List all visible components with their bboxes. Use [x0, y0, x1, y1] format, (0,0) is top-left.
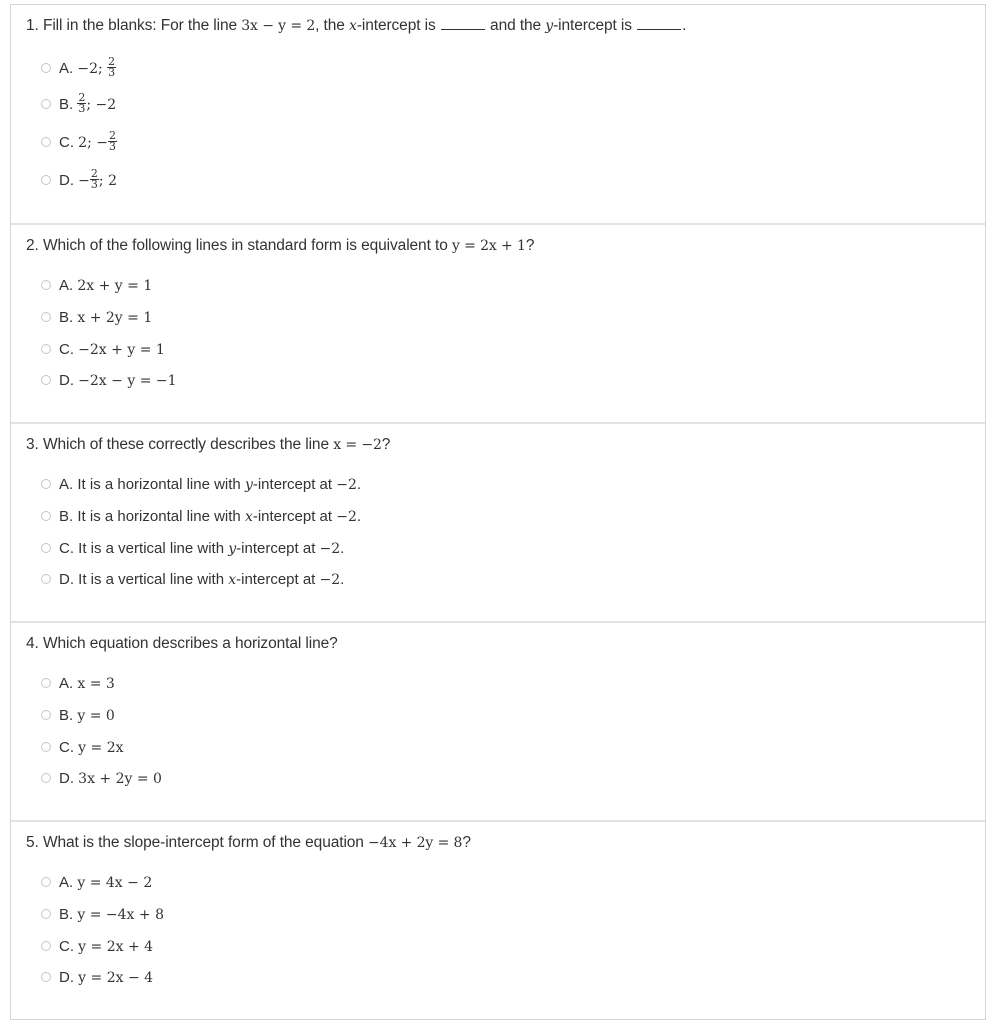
radio-button[interactable] [41, 909, 51, 919]
option-letter: A. [59, 277, 74, 294]
question-2 [11, 225, 985, 424]
option-letter: C. [59, 134, 74, 151]
option-text: . [356, 476, 362, 493]
question-text: , the [315, 17, 350, 34]
fraction [107, 54, 116, 79]
radio-button[interactable] [41, 280, 51, 290]
option-letter: D. [59, 372, 74, 389]
option-text: It is a vertical line with [78, 571, 229, 588]
option-d[interactable] [41, 967, 153, 989]
option-math: −2; [77, 61, 108, 77]
radio-button[interactable] [41, 344, 51, 354]
radio-button[interactable] [41, 678, 51, 688]
option-c[interactable] [41, 737, 124, 759]
radio-button[interactable] [41, 941, 51, 951]
option-c[interactable] [41, 128, 117, 154]
option-letter: C. [59, 739, 74, 756]
option-d[interactable] [41, 370, 177, 392]
option-letter: A. [59, 874, 74, 891]
question-text: Which of these correctly describes the line [42, 436, 334, 453]
option-text: -intercept at [252, 508, 337, 525]
option-d[interactable] [41, 768, 162, 790]
question-text: Which equation describes a horizontal line? [42, 635, 338, 652]
option-b[interactable] [41, 904, 164, 926]
option-a[interactable] [41, 673, 115, 695]
option-letter: A. [59, 60, 74, 77]
question-text: ? [462, 834, 471, 851]
option-math: −2 [336, 477, 357, 493]
option-letter: B. [59, 309, 74, 326]
question-2-text [26, 236, 534, 256]
question-math: y = 2x + 1 [451, 238, 526, 254]
option-math: −2x + y = 1 [78, 342, 165, 358]
question-text: Fill in the blanks: For the line [42, 17, 242, 34]
radio-button[interactable] [41, 773, 51, 783]
option-math: y = 2x + 4 [78, 939, 154, 955]
question-1-text [26, 16, 686, 36]
math-variable: y [545, 18, 554, 34]
option-c[interactable] [41, 538, 344, 560]
math-variable: x [228, 572, 237, 588]
option-letter: C. [59, 540, 74, 557]
question-3 [11, 424, 985, 623]
option-letter: B. [59, 906, 74, 923]
option-b[interactable] [41, 705, 115, 727]
radio-button[interactable] [41, 742, 51, 752]
radio-button[interactable] [41, 137, 51, 147]
option-math: − [78, 173, 90, 189]
question-text: Which of the following lines in standard form is equivalent to [42, 237, 452, 254]
option-math: y = 0 [77, 708, 115, 724]
question-3-text [26, 435, 390, 455]
question-5 [11, 822, 985, 1021]
fraction-denominator: 3 [78, 101, 86, 115]
option-letter: B. [59, 508, 74, 525]
option-letter: B. [59, 96, 74, 113]
option-text: It is a horizontal line with [77, 508, 245, 525]
question-number: 1. [26, 17, 39, 34]
option-math: −2 [319, 541, 341, 557]
option-letter: B. [59, 707, 74, 724]
question-text: ? [381, 436, 391, 453]
option-text: -intercept at [236, 571, 320, 588]
option-math: −2 [336, 509, 357, 525]
fraction-numerator: 2 [78, 90, 86, 104]
option-letter: D. [59, 172, 74, 189]
option-text: It is a vertical line with [78, 540, 229, 557]
question-math: −4x + 2y = 8 [368, 835, 463, 851]
question-math: x = −2 [333, 437, 382, 453]
radio-button[interactable] [41, 972, 51, 982]
option-math: x = 3 [77, 676, 115, 692]
option-math: y = 2x − 4 [78, 970, 154, 986]
option-text: -intercept at [236, 540, 320, 557]
option-math: ; −2 [86, 97, 117, 113]
question-number: 5. [26, 834, 39, 851]
option-math: y = −4x + 8 [77, 907, 164, 923]
option-d[interactable] [41, 166, 117, 192]
radio-button[interactable] [41, 511, 51, 521]
quiz-container [10, 4, 986, 1020]
option-b[interactable] [41, 506, 361, 528]
option-letter: D. [59, 969, 74, 986]
fraction [90, 166, 99, 191]
radio-button[interactable] [41, 99, 51, 109]
option-math: −2x − y = −1 [78, 373, 177, 389]
option-math: 2; − [78, 135, 108, 151]
option-letter: A. [59, 675, 74, 692]
option-b[interactable] [41, 307, 152, 329]
fraction-numerator: 2 [108, 128, 116, 142]
option-math: 3x + 2y = 0 [78, 771, 162, 787]
option-text: -intercept at [252, 476, 337, 493]
math-variable: x [244, 509, 253, 525]
option-letter: C. [59, 938, 74, 955]
question-text: -intercept is [553, 17, 637, 34]
option-math: −2 [319, 572, 341, 588]
option-c[interactable] [41, 936, 153, 958]
radio-button[interactable] [41, 543, 51, 553]
math-variable: x [349, 18, 357, 34]
fill-blank [441, 29, 485, 30]
fraction-denominator: 3 [90, 177, 98, 191]
radio-button[interactable] [41, 375, 51, 385]
option-text: . [340, 540, 345, 557]
math-variable: y [244, 477, 253, 493]
radio-button[interactable] [41, 63, 51, 73]
option-a[interactable] [41, 474, 361, 496]
option-text: . [340, 571, 345, 588]
option-letter: D. [59, 571, 74, 588]
question-number: 3. [26, 436, 39, 453]
question-text: . [682, 17, 687, 34]
option-math: 2x + y = 1 [77, 278, 153, 294]
fraction-denominator: 3 [108, 139, 116, 153]
option-math: y = 4x − 2 [77, 875, 153, 891]
question-number: 2. [26, 237, 39, 254]
option-a[interactable] [41, 872, 152, 894]
question-math: 3x − y = 2 [241, 18, 316, 34]
option-d[interactable] [41, 569, 344, 591]
fraction-denominator: 3 [108, 65, 116, 79]
question-text: -intercept is [356, 17, 440, 34]
option-text: . [356, 508, 362, 525]
option-c[interactable] [41, 339, 165, 361]
fraction-numerator: 2 [90, 166, 98, 180]
question-number: 4. [26, 635, 39, 652]
option-letter: A. [59, 476, 74, 493]
question-4 [11, 623, 985, 822]
radio-button[interactable] [41, 574, 51, 584]
radio-button[interactable] [41, 877, 51, 887]
option-letter: D. [59, 770, 74, 787]
option-math: x + 2y = 1 [77, 310, 153, 326]
option-a[interactable] [41, 54, 116, 80]
fill-blank [637, 29, 681, 30]
question-text: and the [485, 17, 546, 34]
fraction [77, 90, 86, 115]
radio-button[interactable] [41, 479, 51, 489]
question-5-text [26, 833, 471, 853]
radio-button[interactable] [41, 710, 51, 720]
option-text: It is a horizontal line with [77, 476, 245, 493]
option-a[interactable] [41, 275, 152, 297]
question-1 [11, 5, 985, 225]
option-math: ; 2 [98, 173, 117, 189]
fraction [108, 128, 117, 153]
option-b[interactable] [41, 90, 117, 116]
option-letter: C. [59, 341, 74, 358]
question-4-text [26, 634, 338, 654]
radio-button[interactable] [41, 312, 51, 322]
option-math: y = 2x [78, 740, 124, 756]
math-variable: y [228, 541, 237, 557]
radio-button[interactable] [41, 175, 51, 185]
question-text: ? [525, 237, 535, 254]
question-text: What is the slope-intercept form of the equation [42, 834, 369, 851]
fraction-numerator: 2 [108, 54, 116, 68]
